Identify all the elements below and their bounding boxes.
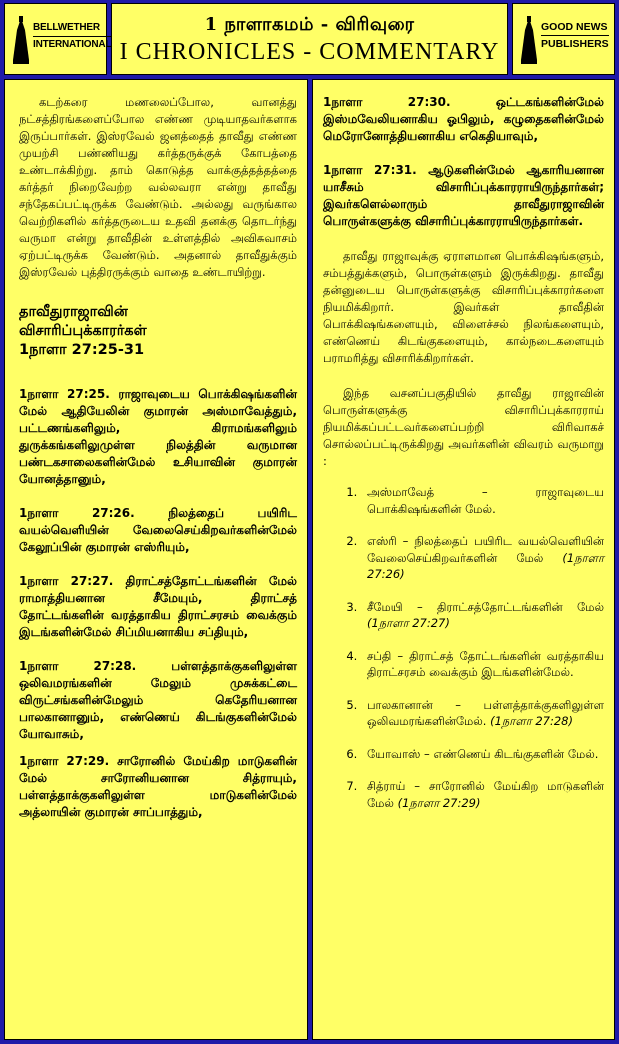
steward-list <box>323 484 604 811</box>
commentary-paragraph-2: இந்த வசனப்பகுதியில் தாவீது ராஜாவின் பொருள்களுக்கு விசாரிப்புக்காரராய் நியமிக்கப்பட்டவர்களைப்பற்றி விரிவாகச் சொல்லப்பட்டிருக்கிறது அவர்களின் விவரம் வருமாறு : <box>323 386 604 468</box>
verse-27: 1நாளா 27:27. திராட்சத்தோட்டங்களின் மேல் ராமாத்தியனான சீமேயும், திராட்சத் தோட்டங்களின் வரத்தாகிய திராட்சரசம் வைக்கும் இடங்களின்மேல் சிப்மியனாகிய சப்தியும், <box>19 574 297 639</box>
page-header <box>111 3 508 75</box>
list-item: 2. எஸ்ரி – நிலத்தைப் பயிரிட வயல்வெளியின் வேலைசெய்கிறவர்களின் மேல் (1நாளா 27:26) <box>361 533 604 583</box>
list-item: 4. சப்தி – திராட்சத் தோட்டங்களின் வரத்தாகிய திராட்சரசம் வைக்கும் இடங்களின்மேல். <box>361 648 604 681</box>
page-title-tamil: 1 நாளாகமம் - விரிவுரை <box>204 14 415 35</box>
verse-30: 1நாளா 27:30. ஒட்டகங்களின்மேல் இஸ்மவேலியனாகிய ஓபிலும், கழுதைகளின்மேல் மெரோனோத்தியனாகிய எகெதியாவும், <box>323 95 604 143</box>
bellwether-logo-line1: BELLWETHER <box>33 22 100 33</box>
bellwether-logo-text <box>33 22 111 51</box>
bellwether-logo-box <box>4 3 112 75</box>
commentary-paragraph-1: தாவீது ராஜாவுக்கு ஏராளமான பொக்கிஷங்களும், சம்பத்துக்களும், பொருள்களும் இருக்கிறது. தாவீது தன்னுடைய பொருள்களுக்கு விசாரிப்புக்காரர்களை நியமிக்கிறார். இவர்கள் தாவீதின் பொக்கிஷங்களையும், விளைச்சல் நிலங்களையும், எண்ணெய் கிடங்குகளையும், கால்நடைகளையும் பராமரித்து விசாரிக்கிறார்கள். <box>323 249 604 365</box>
good-news-logo-line2: PUBLISHERS <box>541 38 609 50</box>
good-news-logo-box <box>512 3 615 75</box>
verse-31: 1நாளா 27:31. ஆடுகளின்மேல் ஆகாரியனான யாசீசும் விசாரிப்புக்காரராயிருந்தார்கள்; இவர்களெல்லாரும் தாவீதுராஜாவின் பொருள்களுக்கு விசாரிப்புக்காரராயிருந்தார்கள். <box>323 163 604 228</box>
good-news-logo-text <box>541 20 609 51</box>
page-title-english: I CHRONICLES - COMMENTARY <box>119 39 500 65</box>
verse-25: 1நாளா 27:25. ராஜாவுடைய பொக்கிஷங்களின் மேல் ஆதியேலின் குமாரன் அஸ்மாவேத்தும், பட்டணங்களிலும், கிராமங்களிலும் துருக்கங்களிலுமுள்ள நிலத்தின் வருமான பண்டகசாலைகளின்மேல் உசியாவின் குமாரன் யோனத்தானும், <box>19 387 297 486</box>
good-news-logo-icon <box>519 16 539 66</box>
verse-29: 1நாளா 27:29. சாரோனில் மேய்கிற மாடுகளின் மேல் சாரோனியனான சித்ராயும், பள்ளத்தாக்குகளிலுள்ள மாடுகளின்மேல் அத்லாயின் குமாரன் சாப்பாத்தும், <box>19 754 297 819</box>
good-news-logo-line1: GOOD NEWS <box>541 21 608 33</box>
bellwether-logo-icon <box>11 16 31 66</box>
list-item: 1. அஸ்மாவேத் – ராஜாவுடைய பொக்கிஷங்களின் மேல். <box>361 484 604 517</box>
right-column <box>312 79 615 1040</box>
section-heading-line2: விசாரிப்புக்காரர்கள் <box>19 323 147 339</box>
intro-paragraph: கடற்கரை மணலைப்போல, வானத்து நட்சத்திரங்களைப்போல எண்ண முடியாதவர்களாக இருப்பார்கள். இஸ்ரவேல் ஜனத்தைத் தாவீது எண்ண முயற்சி பண்ணியது கர்த்தருக்குக் கோபத்தை உண்டாக்கிற்று. தாம் கொடுத்த வாக்குத்தத்தத்தை கர்த்தர் நிறைவேற்ற வல்லவரா என்று தாவீது சந்தேகப்பட்டிருக்க வேண்டும். அல்லது வருங்கால வெற்றிகளில் கர்த்தருடைய உதவி தனக்கு தொடர்ந்து வருமா என்று தாவீதின் உள்ளத்தில் அவிசுவாசம் ஏற்பட்டிருக்க வேண்டும். அதனால் தாவீதுக்கும் இஸ்ரவேல் புத்திரருக்கும் வாதை உண்டாயிற்று. <box>19 95 297 279</box>
verse-28: 1நாளா 27:28. பள்ளத்தாக்குகளிலுள்ள ஒலிவமரங்களின் மேலும் முசுக்கட்டை விருட்சங்களின்மேலும் கெதேரியனான பாலகானானும், எண்ணெய் கிடங்குகளின்மேல் யோவாசும், <box>19 659 297 741</box>
section-heading-line3: 1நாளா 27:25-31 <box>19 342 145 358</box>
good-news-logo <box>519 16 611 66</box>
section-heading-line1: தாவீதுராஜாவின் <box>19 304 128 320</box>
left-column <box>4 79 308 1040</box>
bellwether-logo-line2: INTERNATIONAL <box>33 39 112 50</box>
list-item: 5. பாலகானான் – பள்ளத்தாக்குகளிலுள்ள ஒலிவமரங்களின்மேல். (1நாளா 27:28) <box>361 697 604 730</box>
list-item: 3. சீமேயி – திராட்சத்தோட்டங்களின் மேல் (1நாளா 27:27) <box>361 599 604 632</box>
list-item: 7. சித்ராய் – சாரோனில் மேய்கிற மாடுகளின் மேல் (1நாளா 27:29) <box>361 778 604 811</box>
list-item: 6. யோவாஸ் – எண்ணெய் கிடங்குகளின் மேல். <box>361 746 604 763</box>
bellwether-logo <box>11 16 112 66</box>
verse-26: 1நாளா 27:26. நிலத்தைப் பயிரிட வயல்வெளியின் வேலைசெய்கிறவர்களின்மேல் கேலூப்பின் குமாரன் எஸ்ரியும், <box>19 506 297 554</box>
